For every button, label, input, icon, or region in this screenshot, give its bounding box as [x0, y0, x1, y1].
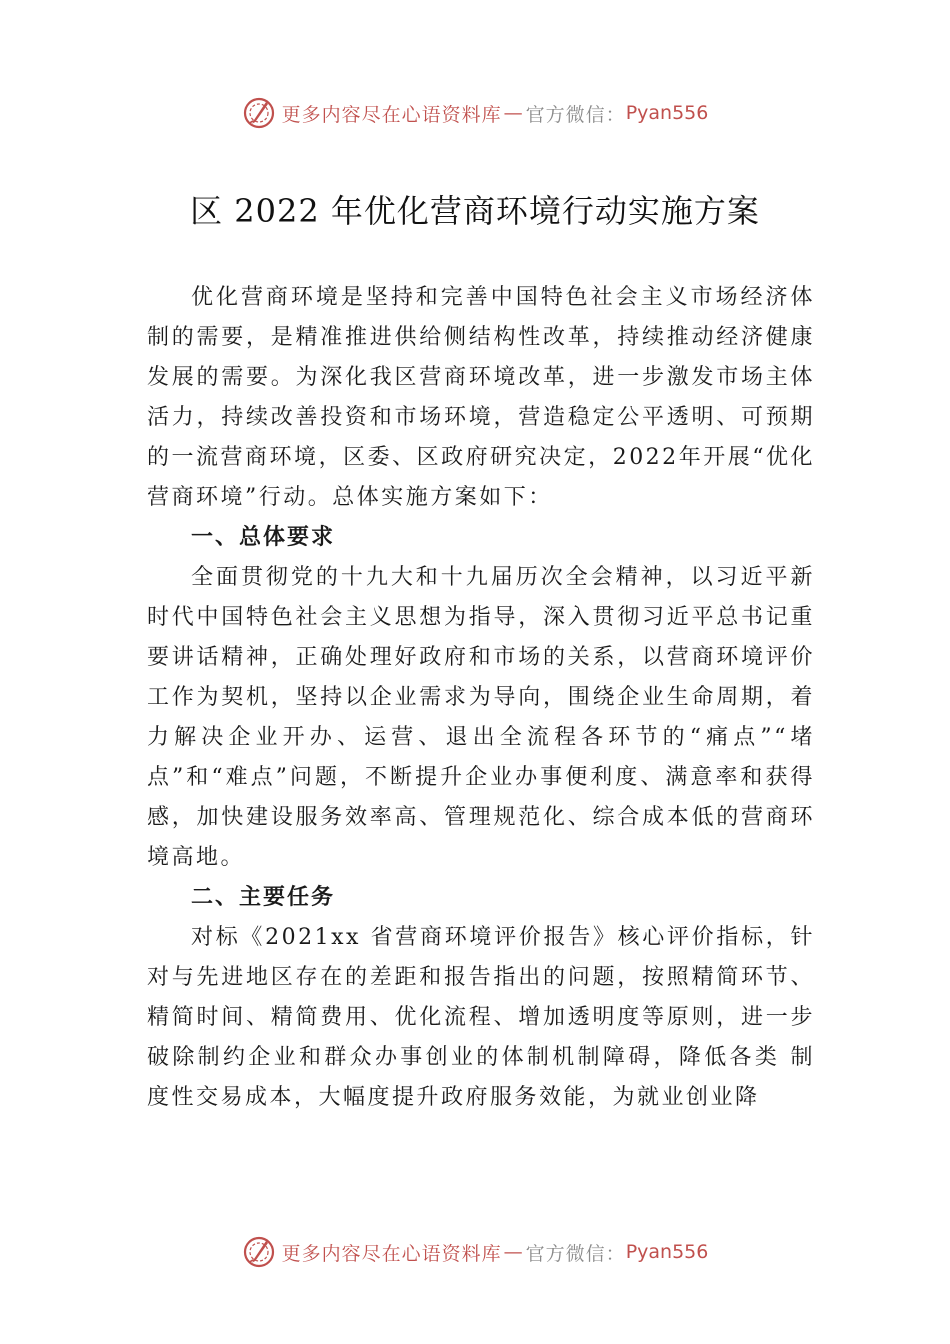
banner-dash: —	[503, 1241, 524, 1263]
banner-dash: —	[503, 102, 524, 124]
header-banner	[0, 96, 950, 130]
banner-wechat-label: 官方微信：	[525, 103, 626, 126]
brush-logo-icon	[242, 96, 276, 130]
banner-wechat-label: 官方微信：	[525, 1242, 626, 1265]
document-body	[147, 278, 815, 1118]
brush-logo-icon	[242, 1235, 276, 1269]
intro-paragraph: 优化营商环境是坚持和完善中国特色社会主义市场经济体制的需要，是精准推进供给侧结构性改革，持续推动经济健康发展的需要。为深化我区营商环境改革，进一步激发市场主体活力，持续改善投资和市场环境，营造稳定公平透明、可预期的一流营商环境，区委、区政府研究决定，2022年开展“优化营商环境”行动。总体实施方案如下：	[147, 285, 815, 510]
footer-banner	[0, 1235, 950, 1269]
section-body-overall: 全面贯彻党的十九大和十九届历次全会精神，以习近平新时代中国特色社会主义思想为指导，深入贯彻习近平总书记重要讲话精神，正确处理好政府和市场的关系，以营商环境评价工作为契机，坚持以企业需求为导向，围绕企业生命周期，着力解决企业开办、运营、退出全流程各环节的“痛点”“堵点”和“难点”问题，不断提升企业办事便利度、满意率和获得感，加快建设服务效率高、管理规范化、综合成本低的营商环境高地。	[147, 565, 815, 870]
section-heading-tasks: 二、主要任务	[191, 885, 336, 910]
section-heading-overall: 一、总体要求	[191, 525, 336, 550]
banner-site-text: 更多内容尽在心语资料库	[281, 1242, 502, 1265]
banner-wechat-id: Pyan556	[625, 102, 709, 124]
document-title: 区 2022 年优化营商环境行动实施方案	[190, 192, 760, 230]
section-body-tasks: 对标《2021xx 省营商环境评价报告》核心评价指标，针对与先进地区存在的差距和报告指出的问题，按照精简环节、精简时间、精简费用、优化流程、增加透明度等原则，进一步破除制约企业和群众办事创业的体制机制障碍，降低各类 制度性交易成本，大幅度提升政府服务效能，为就业创业降	[147, 925, 815, 1110]
banner-wechat-id: Pyan556	[625, 1241, 709, 1263]
banner-site-text: 更多内容尽在心语资料库	[281, 103, 502, 126]
